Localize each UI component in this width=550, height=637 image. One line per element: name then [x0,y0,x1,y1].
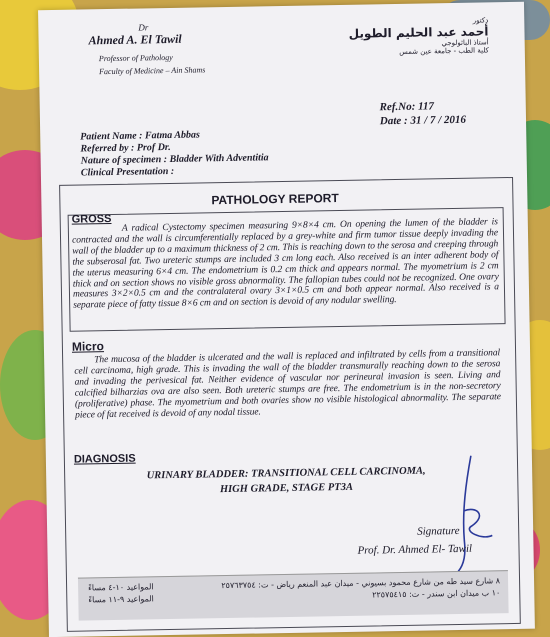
clinical-presentation-label: Clinical Presentation : [80,165,175,179]
micro-description: The mucosa of the bladder is ulcerated and the wall is replaced and infiltrated by cells from a transitional cell carcinoma, high grade. This is invading the wall of the bladder transmurally reaching down to the serosa and invading the perivesical fat. Neither evidence of vascular nor perineural invasion is seen. Living and calcified bilharzias ova are also seen. Both ureteric stumps are free. The endometrium is in the non-secretory (proliferative) phase. The myometrium and both ovaries show no visible histological abnormality. The separate piece of fat received is devoid of any nodal tissue. [74,347,501,421]
letterhead-dr-arabic: دكتور [472,16,489,25]
letterhead-english [88,21,249,77]
footer-address-1: ٨ شارع سيد طه من شارع محمود بسيوني - ميدان عبد المنعم رياض - ت: ٢٥٧٦٣٧٥٤ [221,576,501,591]
diagnosis-line-2: HIGH GRADE, STAGE PT3A [219,481,354,496]
doctor-name-arabic: أحمد عبد الحليم الطويل [348,24,489,41]
doctor-title-english: Professor of Pathology [98,52,173,64]
doctor-affiliation-english: Faculty of Medicine – Ain Shams [99,65,206,77]
footer-hours-1: المواعيد ١٠-٤ مساءً [88,582,154,593]
specimen-value: Bladder With Adventitia [169,152,269,165]
footer-hours [88,581,154,606]
gross-description: A radical Cystectomy specimen measuring 9×8×4 cm. On opening the lumen of the bladder is contracted and the wall is circumferentially replaced by a grey-white and firm tumor tissue deeply invading the wall of the bladder up to a maximum thickness of 2 cm. This is reaching down to the serosa and creeping through the subserosal fat. Two ureteric stumps are included 3 cm long each. Also received is an inter adherent body of the uterus measuring 6×4 cm. The endometrium is 0.2 cm thick and appears normal. The myometrium is 2 cm thick and on section shows no visible gross abnormality. The fallopian tubes could not be recognized. One ovary measures 3×2×0.5 cm and the contralateral ovary 3×1×0.5 cm and both appear normal. Also received is a separate piece of fatty tissue 8×6 cm and on section is devoid of any nodular swelling. [71,216,500,312]
signatory-name: Prof. Dr. Ahmed El- Tawil [357,542,473,557]
reference-number: Ref.No: 117 [379,100,435,114]
letterhead-arabic [338,16,489,57]
reference-block [379,99,466,128]
diagnosis-line-1: URINARY BLADDER: TRANSITIONAL CELL CARCINOMA, [146,465,426,482]
patient-name-value: Fatma Abbas [144,129,200,142]
report-title: PATHOLOGY REPORT [211,191,339,208]
specimen-label: Nature of specimen : [80,153,170,167]
footer-address-2: ١٠ ب ميدان ابن سندر - ت: ٢٢٥٧٥٤١٥ [372,588,501,600]
pathology-report-sheet [38,2,535,637]
footer-address [221,575,500,604]
letterhead-dr: Dr [138,22,149,33]
address-footer [78,570,509,620]
gross-heading: GROSS [71,212,112,226]
doctor-name-english: Ahmed A. El Tawil [88,31,182,48]
diagnosis-heading: DIAGNOSIS [73,452,136,466]
referred-by-value: Prof Dr. [136,141,171,154]
doctor-affiliation-arabic: كلية الطب - جامعة عين شمس [399,46,489,56]
footer-hours-2: المواعيد ٩-١١ مساءً [88,594,154,605]
clinical-presentation-row [81,164,269,179]
patient-info [80,128,269,179]
report-date: Date : 31 / 7 / 2016 [379,113,467,128]
diagnosis-text [106,463,466,499]
micro-heading: Micro [71,339,105,354]
doctor-title-arabic: أستاذ الباثولوجي [441,38,489,48]
handwritten-signature [441,450,513,581]
patient-name-label: Patient Name : [80,130,146,143]
referred-by-label: Referred by : [80,142,135,155]
signature-label: Signature [417,524,460,538]
